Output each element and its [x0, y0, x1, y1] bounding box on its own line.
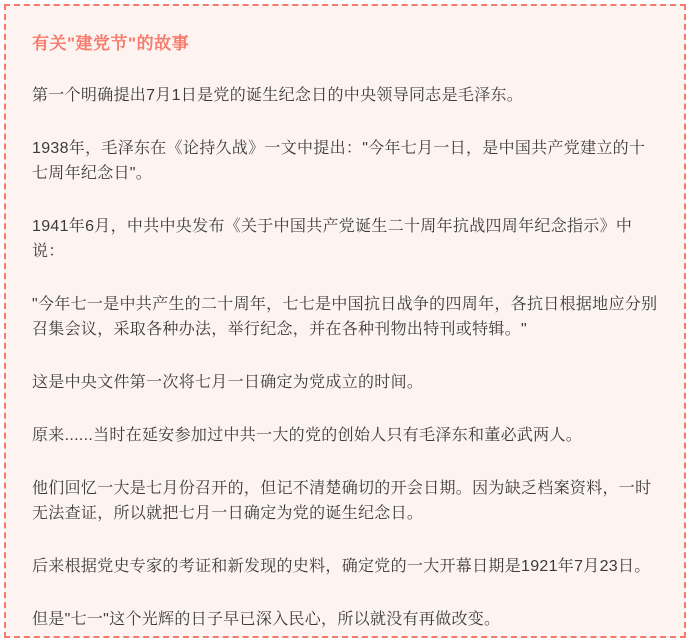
story-card	[4, 4, 686, 638]
article-paragraph-9: 但是"七一"这个光辉的日子早已深入民心，所以就没有再做改变。	[32, 611, 501, 628]
article-paragraph-4: "今年七一是中共产生的二十周年，七七是中国抗日战争的四周年，各抗日根据地应分别召集会议，采取各种办法，举行纪念，并在各种刊物出特刊或特辑。"	[32, 296, 658, 338]
article-title: 有关"建党节"的故事	[32, 34, 190, 53]
article-paragraph-7: 他们回忆一大是七月份召开的，但记不清楚确切的开会日期。因为缺乏档案资料，一时无法查证，所以就把七月一日确定为党的诞生纪念日。	[32, 480, 652, 522]
article-paragraph-2: 1938年，毛泽东在《论持久战》一文中提出："今年七月一日，是中国共产党建立的十七周年纪念日"。	[32, 140, 646, 182]
article-paragraph-1: 第一个明确提出7月1日是党的诞生纪念日的中央领导同志是毛泽东。	[32, 87, 524, 104]
article-paragraph-8: 后来根据党史专家的考证和新发现的史料，确定党的一大开幕日期是1921年7月23日。	[32, 558, 651, 575]
article-paragraph-6: 原来......当时在延安参加过中共一大的党的创始人只有毛泽东和董必武两人。	[32, 427, 583, 444]
article-paragraph-5: 这是中央文件第一次将七月一日确定为党成立的时间。	[32, 374, 424, 391]
article-paragraph-3: 1941年6月，中共中央发布《关于中国共产党诞生二十周年抗战四周年纪念指示》中说：	[32, 218, 633, 260]
